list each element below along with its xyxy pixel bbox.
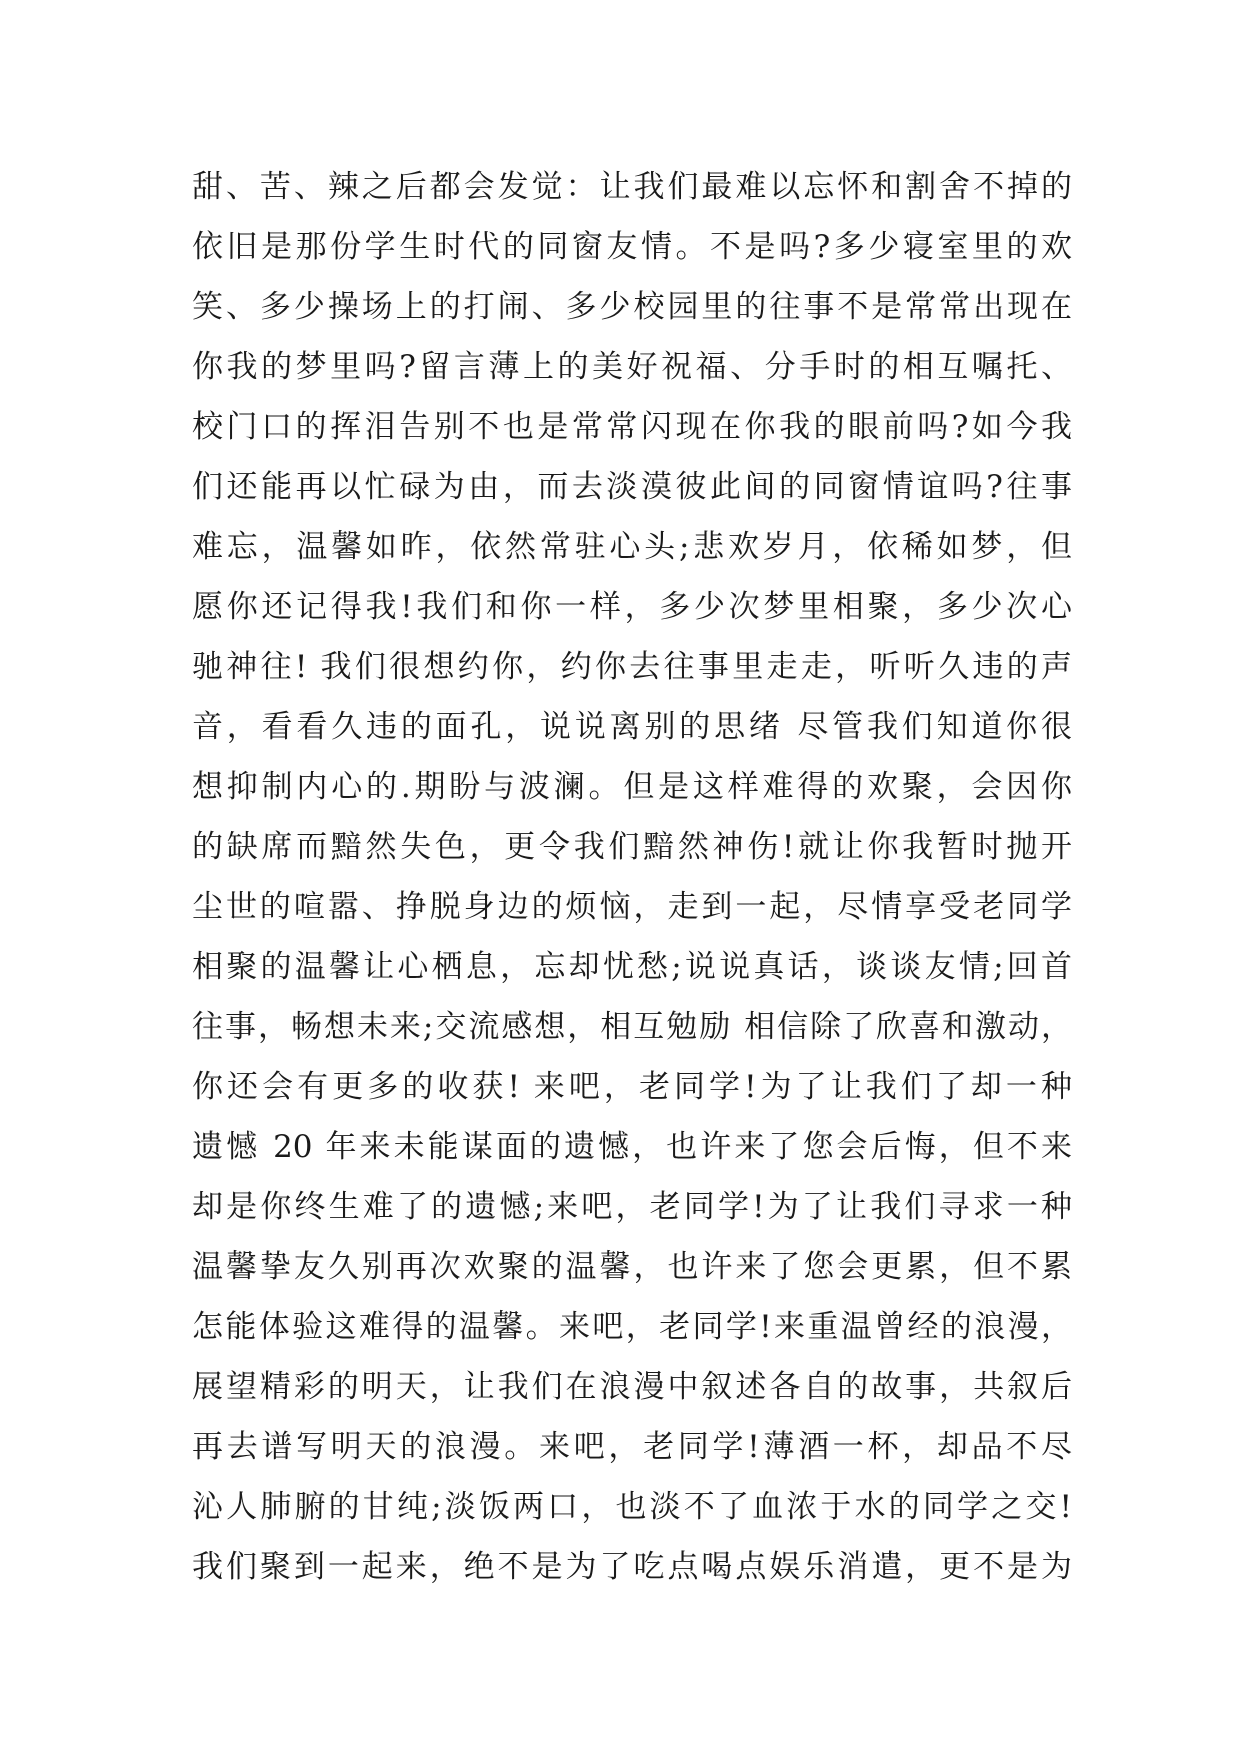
text-line: 相聚的温馨让心栖息，忘却忧愁;说说真话，谈谈友情;回首 [192, 949, 1072, 985]
text-line: 你还会有更多的收获! 来吧，老同学!为了让我们了却一种 [192, 1069, 1072, 1105]
text-line: 音，看看久违的面孔，说说离别的思绪 尽管我们知道你很 [192, 709, 1072, 745]
text-line: 依旧是那份学生时代的同窗友情。不是吗?多少寝室里的欢 [192, 229, 1072, 265]
text-line: 愿你还记得我!我们和你一样，多少次梦里相聚，多少次心 [192, 589, 1072, 625]
text-line: 我们聚到一起来，绝不是为了吃点喝点娱乐消遣，更不是为 [192, 1549, 1072, 1585]
body-text [192, 157, 1072, 1597]
text-line: 校门口的挥泪告别不也是常常闪现在你我的眼前吗?如今我 [192, 409, 1072, 445]
text-line: 难忘，温馨如昨，依然常驻心头;悲欢岁月，依稀如梦，但 [192, 529, 1072, 565]
text-line: 怎能体验这难得的温馨。来吧，老同学!来重温曾经的浪漫， [192, 1309, 1072, 1345]
text-line: 再去谱写明天的浪漫。来吧，老同学!薄酒一杯，却品不尽 [192, 1429, 1072, 1465]
text-line: 遗憾 20 年来未能谋面的遗憾，也许来了您会后悔，但不来 [192, 1129, 1072, 1165]
text-line: 驰神往! 我们很想约你，约你去往事里走走，听听久违的声 [192, 649, 1072, 685]
text-line: 沁人肺腑的甘纯;淡饭两口，也淡不了血浓于水的同学之交! [192, 1489, 1072, 1525]
text-line: 你我的梦里吗?留言薄上的美好祝福、分手时的相互嘱托、 [192, 349, 1072, 385]
text-line: 展望精彩的明天，让我们在浪漫中叙述各自的故事，共叙后 [192, 1369, 1072, 1405]
text-line: 笑、多少操场上的打闹、多少校园里的往事不是常常出现在 [192, 289, 1072, 325]
text-line: 却是你终生难了的遗憾;来吧，老同学!为了让我们寻求一种 [192, 1189, 1072, 1225]
text-line: 想抑制内心的.期盼与波澜。但是这样难得的欢聚，会因你 [192, 769, 1072, 805]
text-line: 往事，畅想未来;交流感想，相互勉励 相信除了欣喜和激动， [192, 1009, 1072, 1045]
text-line: 尘世的喧嚣、挣脱身边的烦恼，走到一起，尽情享受老同学 [192, 889, 1072, 925]
text-line: 们还能再以忙碌为由，而去淡漠彼此间的同窗情谊吗?往事 [192, 469, 1072, 505]
text-line: 温馨挚友久别再次欢聚的温馨，也许来了您会更累，但不累 [192, 1249, 1072, 1285]
text-line: 的缺席而黯然失色，更令我们黯然神伤!就让你我暂时抛开 [192, 829, 1072, 865]
text-line: 甜、苦、辣之后都会发觉：让我们最难以忘怀和割舍不掉的 [192, 169, 1072, 205]
